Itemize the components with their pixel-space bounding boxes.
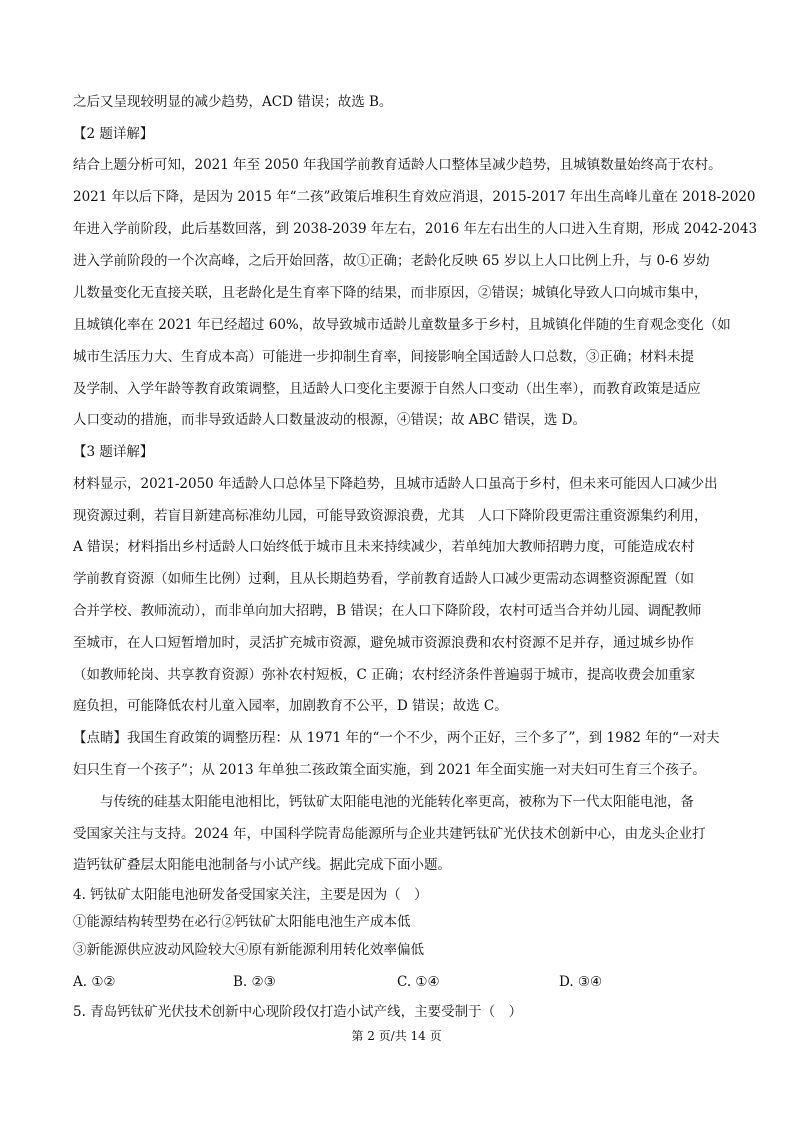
text-line: 人口变动的措施，而非导致适龄人口数量波动的根源，④错误；故 ABC 错误，选 D。 xyxy=(73,412,586,428)
text-line: 造钙钛矿叠层太阳能电池制备与小试产线。据此完成下面小题。 xyxy=(73,857,451,873)
text-line: 现资源过剩，若盲目新建高标准幼儿园，可能导致资源浪费，尤其 人口下降阶段更需注重资源集约利用， xyxy=(73,508,708,524)
text-line: 至城市，在人口短暂增加时，灵活扩充城市资源，避免城市资源浪费和农村资源不足并存，通过城乡协作 xyxy=(73,635,694,651)
section-heading: 【3 题详解】 xyxy=(73,444,154,460)
text-line: 学前教育资源（如师生比例）过剩，且从长期趋势看，学前教育适龄人口减少更需动态调整资源配置（如 xyxy=(73,571,694,587)
text-line: 【点睛】我国生育政策的调整历程：从 1971 年的“一个不少，两个正好，三个多了”，到 1982 年的“一对夫 xyxy=(73,730,720,746)
text-line: 妇只生育一个孩子”；从 2013 年单独二孩政策全面实施，到 2021 年全面实施一对夫妇可生育三个孩子。 xyxy=(73,762,706,778)
option-c: C. ①④ xyxy=(397,974,440,990)
text-line: 儿数量变化无直接关联，且老龄化是生育率下降的结果，而非原因，②错误；城镇化导致人口向城市集中， xyxy=(73,285,708,301)
text-line: 合并学校、教师流动），而非单向加大招聘，B 错误；在人口下降阶段，农村可适当合并幼儿园、调配教师 xyxy=(73,603,702,619)
text-line: 结合上题分析可知，2021 年至 2050 年我国学前教育适龄人口整体呈减少趋势，且城镇数量始终高于农村。 xyxy=(73,157,722,173)
text-line: 与传统的硅基太阳能电池相比，钙钛矿太阳能电池的光能转化率更高，被称为下一代太阳能电池，备 xyxy=(73,794,694,810)
text-line: 城市生活压力大、生育成本高）可能进一步抑制生育率，间接影响全国适龄人口总数，③正确；材料未提 xyxy=(73,349,694,365)
text-line: 及学制、入学年龄等教育政策调整，且适龄人口变化主要源于自然人口变动（出生率），而教育政策是适应 xyxy=(73,381,701,397)
text-line: 受国家关注与支持。2024 年，中国科学院青岛能源所与企业共建钙钛矿光伏技术创新中心，由龙头企业打 xyxy=(73,826,706,842)
text-line: ①能源结构转型势在必行②钙钛矿太阳能电池生产成本低 xyxy=(73,914,411,930)
text-line: 进入学前阶段的一个次高峰，之后开始回落，故①正确；老龄化反映 65 岁以上人口比例上升，与 0-6 岁幼 xyxy=(73,253,710,269)
text-line: ③新能源供应波动风险较大④原有新能源利用转化效率偏低 xyxy=(73,942,424,958)
text-line: 2021 年以后下降，是因为 2015 年“二孩”政策后堆积生育效应消退，2015-2017 年出生高峰儿童在 2018-2020 xyxy=(73,189,756,205)
question-5: 5. 青岛钙钛矿光伏技术创新中心现阶段仅打造小试产线，主要受制于（ ） xyxy=(73,1004,523,1020)
text-line: A 错误；材料指出乡村适龄人口始终低于城市且未来持续减少，若单纯加大教师招聘力度，可能造成农村 xyxy=(73,539,695,555)
text-line: 庭负担，可能降低农村儿童入园率，加剧教育不公平，D 错误；故选 C。 xyxy=(73,698,508,714)
text-line: 且城镇化率在 2021 年已经超过 60%，故导致城市适龄儿童数量多于乡村，且城镇化伴随的生育观念变化（如 xyxy=(73,317,731,333)
text-line: 年进入学前阶段，此后基数回落，到 2038-2039 年左右，2016 年左右出生的人口进入生育期，形成 2042-2043 xyxy=(73,221,758,237)
text-line: 之后又呈现较明显的减少趋势，ACD 错误；故选 B。 xyxy=(73,94,393,110)
option-a: A. ①② xyxy=(73,974,116,990)
text-line: 材料显示，2021-2050 年适龄人口总体呈下降趋势，且城市适龄人口虽高于乡村，但未来可能因人口减少出 xyxy=(73,476,718,492)
option-d: D. ③④ xyxy=(559,974,603,990)
question-4: 4. 钙钛矿太阳能电池研发备受国家关注，主要是因为（ ） xyxy=(73,887,428,903)
section-heading: 【2 题详解】 xyxy=(73,126,154,142)
option-b: B. ②③ xyxy=(233,974,276,990)
text-line: （如教师轮岗、共享教育资源）弥补农村短板，C 正确；农村经济条件普遍弱于城市，提高收费会加重家 xyxy=(73,667,696,683)
page-footer: 第 2 页/共 14 页 xyxy=(351,1029,442,1043)
